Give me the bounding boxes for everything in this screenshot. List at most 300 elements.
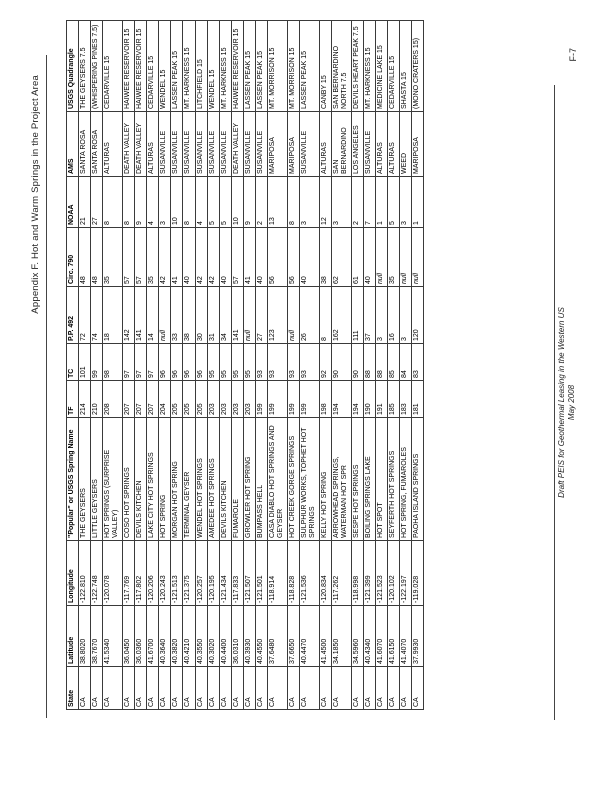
table-cell: 97 — [123, 344, 135, 381]
table-cell: LITCHFIELD 15 — [195, 21, 207, 112]
table-cell: FUMAROLE — [231, 418, 243, 541]
table-cell: 90 — [332, 344, 352, 381]
table-cell: 204 — [159, 381, 171, 418]
table-cell: 40.4470 — [299, 606, 319, 667]
table-cell: 37.6650 — [287, 606, 299, 667]
table-cell: 40 — [219, 228, 231, 287]
table-cell: 56 — [287, 228, 299, 287]
table-cell: 141 — [231, 287, 243, 344]
table-cell: 37.6480 — [267, 606, 287, 667]
table-row — [332, 21, 352, 710]
table-cell: 42 — [207, 228, 219, 287]
table-cell: 199 — [299, 381, 319, 418]
table-cell: 85 — [388, 344, 400, 381]
table-cell: CA — [195, 667, 207, 710]
table-cell: 61 — [352, 228, 364, 287]
table-cell: 40.4210 — [183, 606, 195, 667]
table-cell: 101 — [79, 344, 91, 381]
table-cell: HOT SPRING, FUMAROLES — [400, 418, 412, 541]
table-cell: 35 — [147, 228, 159, 287]
table-cell: -120.078 — [103, 541, 123, 606]
table-cell: WEED — [400, 112, 412, 177]
table-cell: SEYFERTH HOT SPRINGS — [388, 418, 400, 541]
table-row — [364, 21, 376, 710]
table-cell: 36.0360 — [135, 606, 147, 667]
table-cell: LASSEN PEAK 15 — [171, 21, 183, 112]
table-row — [195, 21, 207, 710]
table-cell: -117.262 — [332, 541, 352, 606]
table-cell: HAIWEE RESERVOIR 15 — [123, 21, 135, 112]
table-cell: KELLY HOT SPRING — [320, 418, 332, 541]
table-cell: CA — [299, 667, 319, 710]
table-cell: CA — [332, 667, 352, 710]
table-cell: 96 — [171, 344, 183, 381]
table-cell: -117.833 — [231, 541, 243, 606]
table-cell: SAN BERNARDINO NORTH 7.5 — [332, 21, 352, 112]
table-cell: SUSANVILLE — [243, 112, 255, 177]
table-cell: CA — [243, 667, 255, 710]
table-cell: SUSANVILLE — [207, 112, 219, 177]
table-cell: DEATH VALLEY — [135, 112, 147, 177]
table-cell: 95 — [219, 344, 231, 381]
table-cell: 57 — [123, 228, 135, 287]
table-cell: 41.5340 — [103, 606, 123, 667]
table-cell: BOILING SPRINGS LAKE — [364, 418, 376, 541]
table-cell: 3 — [299, 177, 319, 228]
table-cell: -120.243 — [159, 541, 171, 606]
table-cell: 48 — [91, 228, 103, 287]
table-cell: ALTURAS — [388, 112, 400, 177]
footer-date: May 2008 — [567, 384, 576, 421]
table-cell: 40.4400 — [219, 606, 231, 667]
table-cell: 141 — [135, 287, 147, 344]
table-cell: CASA DIABLO HOT SPRINGS AND GEYSER — [267, 418, 287, 541]
table-cell: LASSEN PEAK 15 — [255, 21, 267, 112]
table-cell: 84 — [400, 344, 412, 381]
page-header-title: Appendix F. Hot and Warm Springs in the Project Area — [30, 75, 41, 314]
table-cell: 88 — [364, 344, 376, 381]
table-row — [79, 21, 91, 710]
table-cell: DEVILS HEART PEAK 7.5 — [352, 21, 364, 112]
table-row — [103, 21, 123, 710]
table-cell: 41.4070 — [400, 606, 412, 667]
table-cell: -118.914 — [267, 541, 287, 606]
table-cell: 5 — [207, 177, 219, 228]
table-row — [376, 21, 388, 710]
table-cell: CA — [91, 667, 103, 710]
table-cell: 98 — [103, 344, 123, 381]
table-cell: 41.6070 — [376, 606, 388, 667]
table-cell: 40.3930 — [243, 606, 255, 667]
table-cell: TERMINAL GEYSER — [183, 418, 195, 541]
table-cell: HOT SPRING — [159, 418, 171, 541]
table-cell: 96 — [195, 344, 207, 381]
table-cell: SUSANVILLE — [195, 112, 207, 177]
table-cell: 3 — [332, 177, 352, 228]
table-row — [287, 21, 299, 710]
table-cell: SUSANVILLE — [299, 112, 319, 177]
table-cell: CA — [320, 667, 332, 710]
table-cell: 34.5960 — [352, 606, 364, 667]
table-cell: 42 — [195, 228, 207, 287]
table-cell: WENDEL HOT SPRINGS — [195, 418, 207, 541]
table-row — [243, 21, 255, 710]
table-cell: HOT SPOT — [376, 418, 388, 541]
table-cell: 36.0310 — [231, 606, 243, 667]
table-cell: 40 — [364, 228, 376, 287]
table-cell: 38.7670 — [91, 606, 103, 667]
table-cell: 21 — [79, 177, 91, 228]
table-cell: 93 — [255, 344, 267, 381]
table-cell: SHASTA 15 — [400, 21, 412, 112]
table-cell: 99 — [91, 344, 103, 381]
table-cell: 185 — [388, 381, 400, 418]
table-cell: 123 — [267, 287, 287, 344]
table-cell: 95 — [243, 344, 255, 381]
table-cell: BUMPASS HELL — [255, 418, 267, 541]
table-cell: 34.1850 — [332, 606, 352, 667]
table-cell: CA — [79, 667, 91, 710]
table-cell: LOS ANGELES — [352, 112, 364, 177]
footer-document-title: Draft PEIS for Geothermal Leasing in the Western US — [557, 307, 566, 498]
table-cell: 10 — [231, 177, 243, 228]
table-cell: 203 — [231, 381, 243, 418]
table-cell: -121.536 — [299, 541, 319, 606]
table-cell: 4 — [147, 177, 159, 228]
table-cell: 56 — [267, 228, 287, 287]
table-cell: 3 — [159, 177, 171, 228]
table-cell: 42 — [159, 228, 171, 287]
table-cell: CEDARVILLE 15 — [147, 21, 159, 112]
table-cell: CANBY 15 — [320, 21, 332, 112]
column-header: Latitude — [67, 606, 79, 667]
table-cell: 181 — [412, 381, 424, 418]
hot-springs-table — [66, 20, 424, 710]
table-cell: 8 — [287, 177, 299, 228]
table-cell: 207 — [123, 381, 135, 418]
table-cell: 40 — [255, 228, 267, 287]
table-cell: 38 — [320, 228, 332, 287]
table-cell: 34 — [219, 287, 231, 344]
table-cell: 7 — [364, 177, 376, 228]
column-header: P.P. 492 — [67, 287, 79, 344]
table-cell: 41.4500 — [320, 606, 332, 667]
table-cell: null — [243, 287, 255, 344]
table-cell: MARIPOSA — [412, 112, 424, 177]
table-cell: 190 — [364, 381, 376, 418]
table-cell: 48 — [79, 228, 91, 287]
table-cell: -121.399 — [364, 541, 376, 606]
table-cell: 40.3640 — [159, 606, 171, 667]
table-cell: 198 — [320, 381, 332, 418]
table-cell: 38.8020 — [79, 606, 91, 667]
table-cell: 35 — [388, 228, 400, 287]
column-header: Longitude — [67, 541, 79, 606]
table-cell: CA — [287, 667, 299, 710]
table-row — [147, 21, 159, 710]
table-cell: WENDEL 15 — [207, 21, 219, 112]
table-cell: 83 — [412, 344, 424, 381]
table-cell: MORGAN HOT SPRING — [171, 418, 183, 541]
table-cell: HOT SPRINGS (SURPRISE VALLEY) — [103, 418, 123, 541]
column-header: TF — [67, 381, 79, 418]
table-cell: 92 — [320, 344, 332, 381]
table-cell: CA — [219, 667, 231, 710]
table-cell: 205 — [183, 381, 195, 418]
table-cell: 191 — [376, 381, 388, 418]
table-row — [219, 21, 231, 710]
table-cell: MT. MORRISON 15 — [287, 21, 299, 112]
table-cell: SULPHUR WORKS, TOPHET HOT SPRINGS — [299, 418, 319, 541]
table-cell: 27 — [255, 287, 267, 344]
table-cell: CEDARVILLE 15 — [103, 21, 123, 112]
table-cell: -121.507 — [243, 541, 255, 606]
table-cell: SAN BERNARDINO — [332, 112, 352, 177]
column-header: "Popular" or USGS Spring Name — [67, 418, 79, 541]
table-cell: 30 — [195, 287, 207, 344]
page-footer — [554, 48, 577, 720]
table-cell: DEVILS KITCHEN — [219, 418, 231, 541]
table-cell: ARROWHEAD SPRINGS, WATERMAN HOT SPR — [332, 418, 352, 541]
table-cell: CA — [376, 667, 388, 710]
table-cell: 10 — [171, 177, 183, 228]
table-cell: LITTLE GEYSERS — [91, 418, 103, 541]
table-row — [123, 21, 135, 710]
table-cell: 203 — [219, 381, 231, 418]
table-cell: 33 — [171, 287, 183, 344]
table-cell: 40.3820 — [171, 606, 183, 667]
table-cell: 14 — [147, 287, 159, 344]
table-cell: 203 — [207, 381, 219, 418]
table-row — [320, 21, 332, 710]
table-cell: -121.513 — [171, 541, 183, 606]
table-cell: 27 — [91, 177, 103, 228]
table-cell: SUSANVILLE — [171, 112, 183, 177]
table-cell: CA — [267, 667, 287, 710]
table-cell: null — [400, 228, 412, 287]
table-cell: HOT CREEK GORGE SPRINGS — [287, 418, 299, 541]
table-cell: MT. HARKNESS 15 — [219, 21, 231, 112]
table-cell: -118.828 — [287, 541, 299, 606]
table-cell: 111 — [352, 287, 364, 344]
page-number: F-7 — [568, 48, 578, 62]
table-cell: DEVILS KITCHEN — [135, 418, 147, 541]
table-cell: ALTURAS — [320, 112, 332, 177]
table-cell: 205 — [171, 381, 183, 418]
table-cell: 37 — [364, 287, 376, 344]
table-cell: null — [376, 228, 388, 287]
footer-text — [555, 85, 577, 720]
column-header: Circ. 790 — [67, 228, 79, 287]
table-cell: 93 — [267, 344, 287, 381]
table-cell: AMEDEE HOT SPRINGS — [207, 418, 219, 541]
table-cell: 199 — [267, 381, 287, 418]
table-cell: 72 — [79, 287, 91, 344]
table-body — [79, 21, 424, 710]
table-cell: 40.3550 — [195, 606, 207, 667]
table-cell: 3 — [400, 177, 412, 228]
table-cell: CA — [123, 667, 135, 710]
table-cell: null — [412, 228, 424, 287]
table-cell: null — [287, 287, 299, 344]
table-cell: CA — [171, 667, 183, 710]
table-cell: 3 — [400, 287, 412, 344]
table-cell: LASSEN PEAK 15 — [299, 21, 319, 112]
table-cell: 37.9930 — [412, 606, 424, 667]
table-cell: 97 — [147, 344, 159, 381]
table-header — [67, 21, 79, 710]
table-cell: 40.4340 — [364, 606, 376, 667]
table-cell: 1 — [376, 177, 388, 228]
table-cell: 96 — [183, 344, 195, 381]
table-cell: 9 — [243, 177, 255, 228]
table-cell: 8 — [103, 177, 123, 228]
table-cell: 41 — [171, 228, 183, 287]
table-cell: 62 — [332, 228, 352, 287]
table-cell: SANTA ROSA — [79, 112, 91, 177]
table-cell: 205 — [195, 381, 207, 418]
table-cell: -119.028 — [412, 541, 424, 606]
table-cell: 12 — [320, 177, 332, 228]
table-cell: 142 — [123, 287, 135, 344]
table-cell: 57 — [135, 228, 147, 287]
table-row — [299, 21, 319, 710]
table-cell: 214 — [79, 381, 91, 418]
table-cell: 162 — [332, 287, 352, 344]
table-cell: 13 — [267, 177, 287, 228]
table-cell: 26 — [299, 287, 319, 344]
table-cell: 3 — [376, 287, 388, 344]
table-cell: COSO HOT SPRINGS — [123, 418, 135, 541]
table-row — [255, 21, 267, 710]
table-cell: SUSANVILLE — [159, 112, 171, 177]
table-cell: -117.802 — [135, 541, 147, 606]
table-cell: 5 — [219, 177, 231, 228]
table-cell: MEDICINE LAKE 15 — [376, 21, 388, 112]
table-row — [388, 21, 400, 710]
table-row — [183, 21, 195, 710]
table-cell: MT. HARKNESS 15 — [364, 21, 376, 112]
table-cell: 2 — [255, 177, 267, 228]
table-cell: 57 — [231, 228, 243, 287]
table-cell: 88 — [376, 344, 388, 381]
table-cell: 8 — [183, 177, 195, 228]
table-cell: 203 — [243, 381, 255, 418]
table-cell: -121.523 — [376, 541, 388, 606]
table-cell: 8 — [123, 177, 135, 228]
table-cell: CEDARVILLE 15 — [388, 21, 400, 112]
page-header — [30, 55, 47, 718]
table-row — [267, 21, 287, 710]
table-cell: 38 — [183, 287, 195, 344]
table-cell: 41 — [243, 228, 255, 287]
table-cell: -120.206 — [147, 541, 159, 606]
table-cell: 16 — [388, 287, 400, 344]
table-cell: THE GEYSERS 7.5 — [79, 21, 91, 112]
table-row — [207, 21, 219, 710]
table-cell: 96 — [159, 344, 171, 381]
table-cell: -120.257 — [195, 541, 207, 606]
table-cell: HAIWEE RESERVOIR 15 — [231, 21, 243, 112]
table-row — [412, 21, 424, 710]
table-cell: THE GEYSERS — [79, 418, 91, 541]
table-cell: WENDEL 15 — [159, 21, 171, 112]
table-cell: SUSANVILLE — [364, 112, 376, 177]
table-cell: CA — [183, 667, 195, 710]
table-cell: -122.810 — [79, 541, 91, 606]
table-cell: 97 — [135, 344, 147, 381]
table-cell: CA — [400, 667, 412, 710]
table-cell: MT. MORRISON 15 — [267, 21, 287, 112]
table-cell: SUSANVILLE — [255, 112, 267, 177]
table-cell: CA — [135, 667, 147, 710]
table-cell: 1 — [412, 177, 424, 228]
table-cell: 194 — [352, 381, 364, 418]
table-cell: 40.4550 — [255, 606, 267, 667]
table-cell: CA — [231, 667, 243, 710]
table-cell: CA — [159, 667, 171, 710]
table-cell: -122.197 — [400, 541, 412, 606]
table-cell: GROWLER HOT SPRING — [243, 418, 255, 541]
table-cell: 2 — [352, 177, 364, 228]
column-header: TC — [67, 344, 79, 381]
table-cell: CA — [412, 667, 424, 710]
table-row — [135, 21, 147, 710]
table-cell: 207 — [135, 381, 147, 418]
table-cell: 183 — [400, 381, 412, 418]
column-header: State — [67, 667, 79, 710]
table-cell: MT. HARKNESS 15 — [183, 21, 195, 112]
table-cell: 199 — [255, 381, 267, 418]
table-cell: 199 — [287, 381, 299, 418]
table-cell: ALTURAS — [376, 112, 388, 177]
table-cell: CA — [364, 667, 376, 710]
table-cell: CA — [255, 667, 267, 710]
table-cell: -121.434 — [219, 541, 231, 606]
table-cell: LAKE CITY HOT SPRINGS — [147, 418, 159, 541]
table-cell: (WHISPERING PINES 7.5) — [91, 21, 103, 112]
table-cell: 74 — [91, 287, 103, 344]
table-cell: LASSEN PEAK 15 — [243, 21, 255, 112]
table-cell: SUSANVILLE — [219, 112, 231, 177]
table-cell: 4 — [195, 177, 207, 228]
table-cell: 31 — [207, 287, 219, 344]
table-cell: -120.102 — [388, 541, 400, 606]
table-cell: 93 — [287, 344, 299, 381]
table-cell: 41.6700 — [147, 606, 159, 667]
table-cell: 208 — [103, 381, 123, 418]
table-cell: CA — [147, 667, 159, 710]
table-cell: -121.375 — [183, 541, 195, 606]
table-cell: -117.769 — [123, 541, 135, 606]
table-cell: 90 — [352, 344, 364, 381]
table-cell: 95 — [231, 344, 243, 381]
table-cell: (MONO CRATERS 15) — [412, 21, 424, 112]
table-cell: 120 — [412, 287, 424, 344]
table-cell: 40.3020 — [207, 606, 219, 667]
table-cell: HAIWEE RESERVOIR 15 — [135, 21, 147, 112]
table-cell: CA — [207, 667, 219, 710]
table-cell: 5 — [388, 177, 400, 228]
table-cell: 36.0450 — [123, 606, 135, 667]
table-cell: -122.748 — [91, 541, 103, 606]
table-cell: SUSANVILLE — [183, 112, 195, 177]
table-cell: 35 — [103, 228, 123, 287]
table-row — [171, 21, 183, 710]
table-cell: DEATH VALLEY — [231, 112, 243, 177]
table-cell: 93 — [299, 344, 319, 381]
table-header-row — [67, 21, 79, 710]
